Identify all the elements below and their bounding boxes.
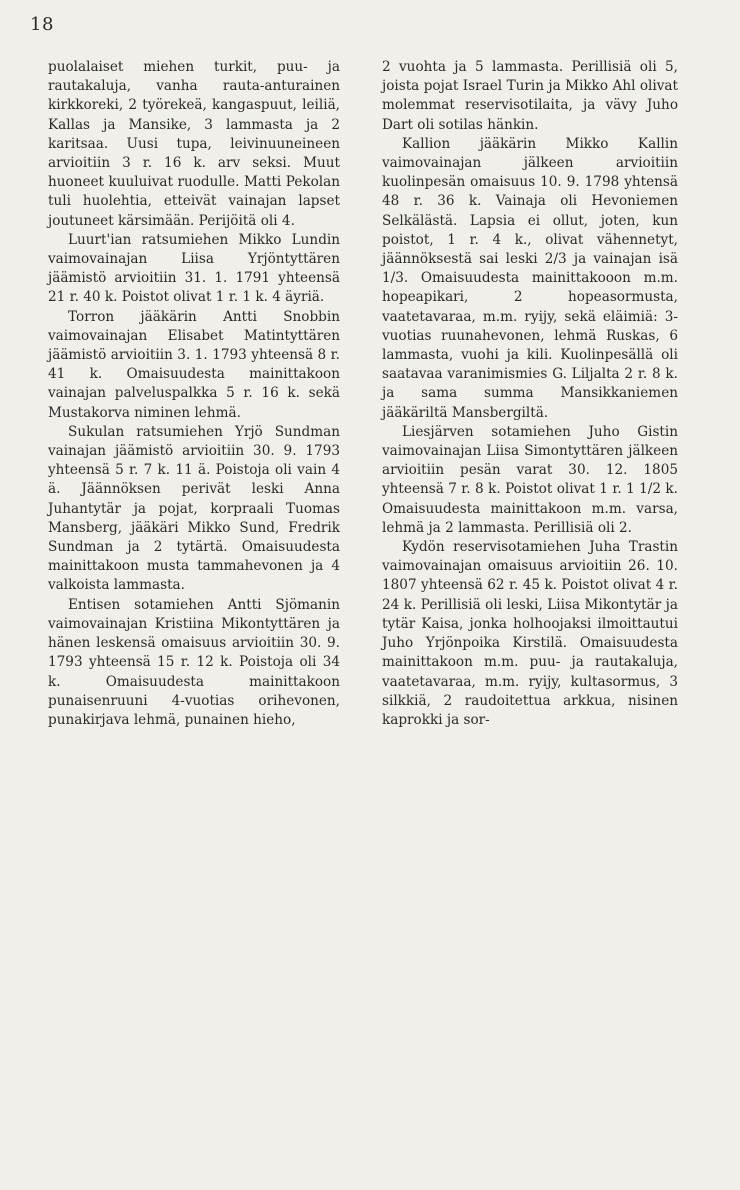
paragraph: Entisen sotamiehen Antti Sjömanin vaimovainajan Kristiina Mikontyttären ja hänen leskensä omaisuus arvioitiin 30. 9. 1793 yhteensä 15 r. 12 k. Poistoja oli 34 k. Omaisuudesta mainittakoon punaisenruuni 4-vuotias orihevonen, punakirjava lehmä, punainen hieho,: [48, 596, 340, 728]
paragraph: Luurt'ian ratsumiehen Mikko Lundin vaimovainajan Liisa Yrjöntyttären jäämistö arvioitiin 31. 1. 1791 yhteensä 21 r. 40 k. Poistot olivat 1 r. 1 k. 4 äyriä.: [48, 231, 340, 306]
paragraph: Kydön reservisotamiehen Juha Trastin vaimovainajan omaisuus arvioitiin 26. 10. 1807 yhteensä 62 r. 45 k. Poistot olivat 4 r. 24 k. Perillisiä oli leski, Liisa Mikontytär ja tytär Kaisa, jonka holhoojaksi ilmoittautui Juho Yrjönpoika Kirstilä. Omaisuudesta mainittakoon m.m. puu- ja rautakaluja, vaatetavaraa, m.m. ryijy, kultasormus, 3 silkkiä, 2 raudoitettua arkkua, nisinen kaprokki ja sor-: [382, 539, 678, 728]
left-column: [48, 58, 340, 730]
paragraph: puolalaiset miehen turkit, puu- ja rautakaluja, vanha rauta-anturainen kirkkoreki, 2 työrekeä, kangaspuut, leiliä, Kallas ja Mansike, 3 lammasta ja 2 karitsaa. Uusi tupa, leivinuuneineen arvioitiin 3 r. 16 k. arv seksi. Muut huoneet kuuluivat ruodulle. Matti Pekolan tuli huolehtia, etteivät vainajan lapset joutuneet kärsimään. Perijöitä oli 4.: [48, 59, 340, 229]
paragraph: Torron jääkärin Antti Snobbin vaimovainajan Elisabet Matintyttären jäämistö arvioitiin 3. 1. 1793 yhteensä 8 r. 41 k. Omaisuudesta mainittakoon vainajan palveluspalkka 5 r. 16 k. sekä Mustakorva niminen lehmä.: [48, 308, 340, 421]
paragraph: Kallion jääkärin Mikko Kallin vaimovainajan jälkeen arvioitiin kuolinpesän omaisuus 10. 9. 1798 yhtensä 48 r. 36 k. Vainaja oli Hevoniemen Selkälästä. Lapsia ei ollut, joten, kun poistot, 1 r. 4 k., olivat vähennetyt, jäännöksestä sai leski 2/3 ja vainajan isä 1/3. Omaisuudesta mainittakooon m.m. hopeapikari, 2 hopeasormusta, vaatetavaraa, m.m. ryijy, sekä eläimiä: 3-vuotias ruunahevonen, lehmä Ruskas, 6 lammasta, vuohi ja kili. Kuolinpesällä oli saatavaa varanimismies G. Liljalta 2 r. 8 k. ja sama summa Mansikkaniemen jääkäriltä Mansbergiltä.: [382, 135, 678, 421]
page-number: 18: [30, 14, 54, 35]
paragraph: Liesjärven sotamiehen Juho Gistin vaimovainajan Liisa Simontyttären jälkeen arvioitiin pesän varat 30. 12. 1805 yhteensä 7 r. 8 k. Poistot olivat 1 r. 1 1/2 k. Omaisuudesta mainittakoon m.m. varsa, lehmä ja 2 lammasta. Perillisiä oli 2.: [382, 423, 678, 536]
paragraph: 2 vuohta ja 5 lammasta. Perillisiä oli 5, joista pojat Israel Turin ja Mikko Ahl olivat molemmat reservisotilaita, ja vävy Juho Dart oli sotilas hänkin.: [382, 59, 678, 133]
paragraph: Sukulan ratsumiehen Yrjö Sundman vainajan jäämistö arvioitiin 30. 9. 1793 yhteensä 5 r. 7 k. 11 ä. Poistoja oli vain 4 ä. Jäännöksen perivät leski Anna Juhantytär ja pojat, korpraali Tuomas Mansberg, jääkäri Mikko Sund, Fredrik Sundman ja 2 tytärtä. Omaisuudesta mainittakoon musta tammahevonen ja 4 valkoista lammasta.: [48, 423, 340, 594]
right-column: [382, 58, 678, 730]
